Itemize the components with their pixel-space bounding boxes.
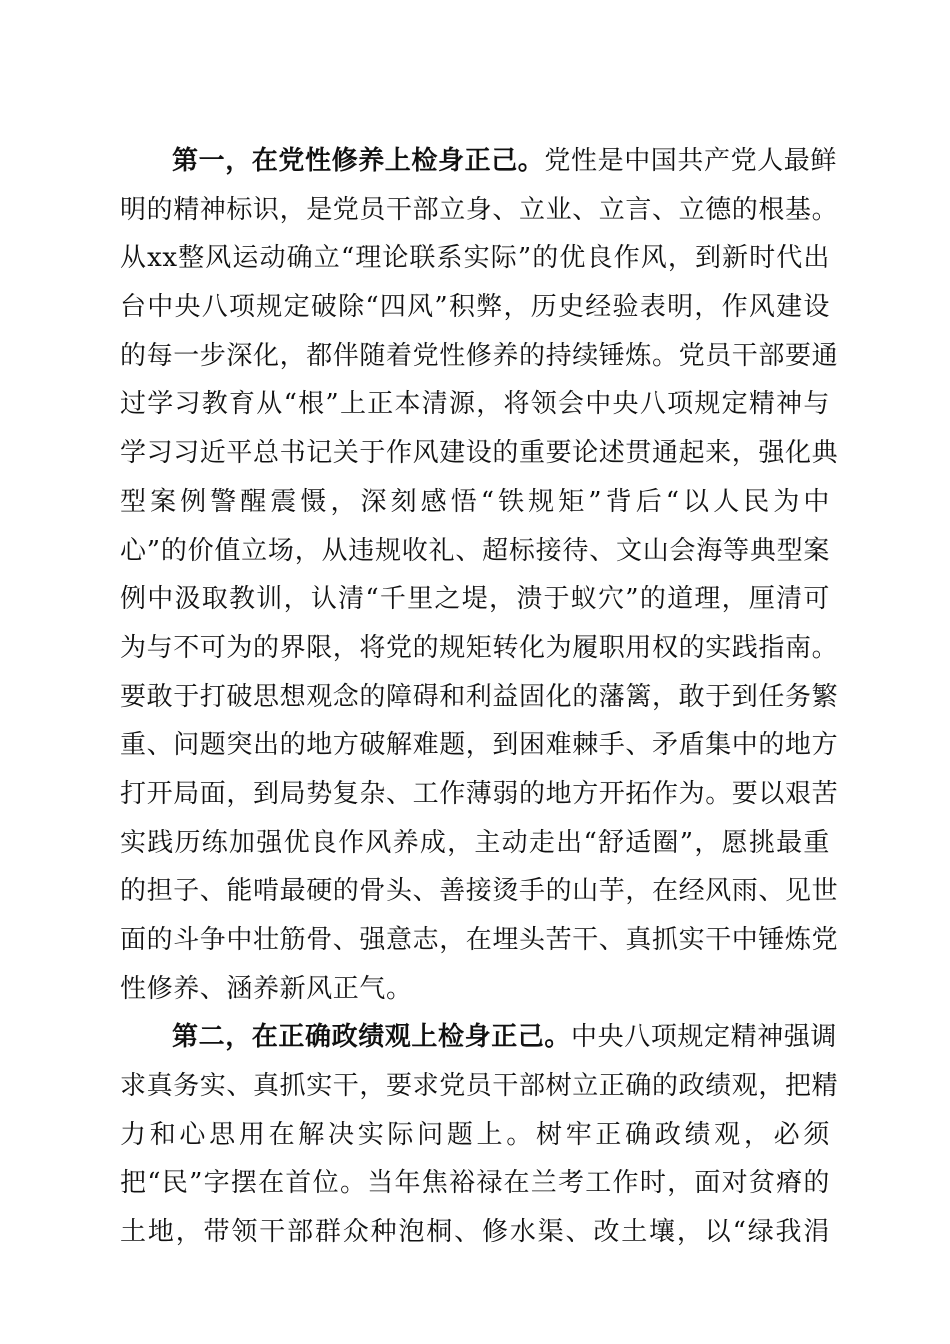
- paragraph-1-line-18: 性修养、涵养新风正气。: [120, 973, 413, 1004]
- paragraph-1-line-17: 面的斗争中壮筋骨、强意志，在埋头苦干、真抓实干中锤炼党: [120, 925, 839, 955]
- paragraph-2-heading: 第二，在正确政绩观上检身正己。: [172, 1022, 572, 1053]
- paragraph-1-line-6: 过学习教育从“根”上正本清源，将领会中央八项规定精神与: [120, 389, 830, 420]
- paragraph-2-text: 中央八项规定精神强调: [571, 1022, 838, 1053]
- document-body: [120, 137, 839, 1257]
- paragraph-2-line-2: 求真务实、真抓实干，要求党员干部树立正确的政绩观，把精: [120, 1071, 839, 1102]
- paragraph-1-line-3: 从xx整风运动确立“理论联系实际”的优良作风，到新时代出: [120, 243, 830, 274]
- paragraph-2-line-3: 力和心思用在解决实际问题上。树牢正确政绩观，必须: [120, 1119, 830, 1150]
- paragraph-1-line-5: 的每一步深化，都伴随着党性修养的持续锤炼。党员干部要通: [120, 340, 839, 371]
- paragraph-2-line-5: 土地，带领干部群众种泡桐、修水渠、改土壤，以“绿我涓: [120, 1217, 830, 1248]
- paragraph-2-line-1: [120, 1013, 838, 1062]
- paragraph-1-line-8: 型案例警醒震慑，深刻感悟“铁规矩”背后“以人民为中: [120, 486, 830, 517]
- paragraph-1-line-2: 明的精神标识，是党员干部立身、立业、立言、立德的根基。: [120, 194, 839, 225]
- paragraph-2-line-4: 把“民”字摆在首位。当年焦裕禄在兰考工作时，面对贫瘠的: [120, 1168, 830, 1199]
- paragraph-1-text: 党性是中国共产党人最鲜: [544, 146, 838, 176]
- paragraph-1-line-16: 的担子、能啃最硬的骨头、善接烫手的山芋，在经风雨、见世: [120, 876, 839, 907]
- paragraph-1-line-12: 要敢于打破思想观念的障碍和利益固化的藩篱，敢于到任务繁: [120, 681, 839, 712]
- paragraph-1-line-9: 心”的价值立场，从违规收礼、超标接待、文山会海等典型案: [120, 535, 830, 566]
- paragraph-1-heading: 第一，在党性修养上检身正己。: [172, 146, 545, 176]
- paragraph-1-line-1: [120, 137, 838, 186]
- paragraph-1-line-10: 例中汲取教训，认清“千里之堤，溃于蚁穴”的道理，厘清可: [120, 584, 830, 615]
- paragraph-1-line-14: 打开局面，到局势复杂、工作薄弱的地方开拓作为。要以艰苦: [120, 778, 839, 809]
- paragraph-1-line-7: 学习习近平总书记关于作风建设的重要论述贯通起来，强化典: [120, 438, 839, 469]
- paragraph-1-line-11: 为与不可为的界限，将党的规矩转化为履职用权的实践指南。: [120, 632, 839, 663]
- paragraph-1-line-13: 重、问题突出的地方破解难题，到困难棘手、矛盾集中的地方: [120, 730, 839, 761]
- paragraph-1-line-4: 台中央八项规定破除“四风”积弊，历史经验表明，作风建设: [120, 292, 830, 323]
- paragraph-1-line-15: 实践历练加强优良作风养成，主动走出“舒适圈”，愿挑最重: [120, 827, 830, 858]
